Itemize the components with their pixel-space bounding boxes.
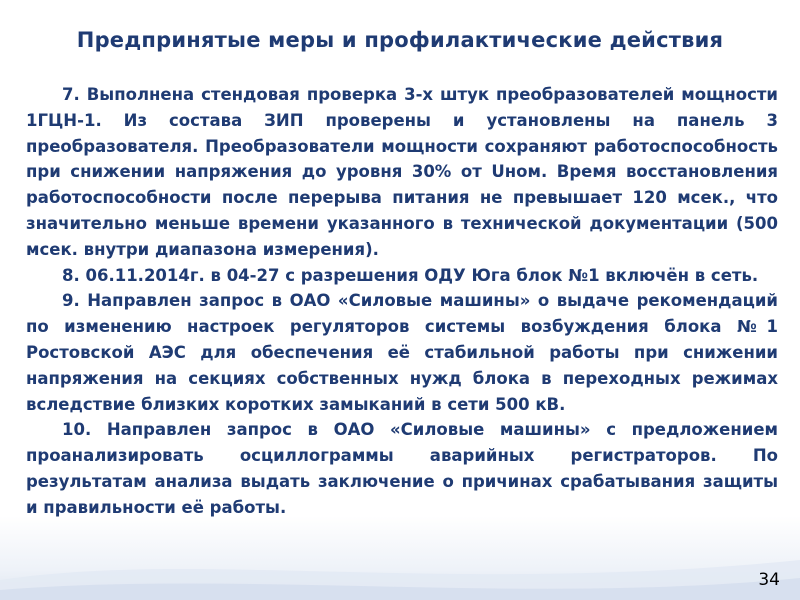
page-number: 34 [758,570,780,590]
paragraph-item-8: 8. 06.11.2014г. в 04-27 с разрешения ОДУ Юга блок №1 включён в сеть. [62,265,759,285]
decorative-wave [0,520,800,600]
paragraph-item-7: 7. Выполнена стендовая проверка 3-х штук преобразователей мощности 1ГЦН-1. Из состава ЗИП проверены и установлены на панель 3 преобразователя. Преобразователи мощности сохраняют работоспособность при снижении напряжения до уровня 30% от Uном. Время восстановления работоспособности после перерыва питания не превышает 120 мсек., что значительно меньше времени указанного в технической документации (500 мсек. внутри диапазона измерения). [26,85,778,259]
paragraph-item-10: 10. Направлен запрос в ОАО «Силовые машины» с предложением проанализировать осциллограммы аварийных регистраторов. По результатам анализа выдать заключение о причинах срабатывания защиты и правильности её работы. [26,420,778,517]
slide-body [26,82,778,521]
slide-title: Предпринятые меры и профилактические действия [76,28,724,52]
paragraph-item-9: 9. Направлен запрос в ОАО «Силовые машины» о выдаче рекомендаций по изменению настроек регуляторов системы возбуждения блока №1 Ростовской АЭС для обеспечения её стабильной работы при снижении напряжения на секциях собственных нужд блока в переходных режимах вследствие близких коротких замыканий в сети 500 кВ. [26,291,778,414]
